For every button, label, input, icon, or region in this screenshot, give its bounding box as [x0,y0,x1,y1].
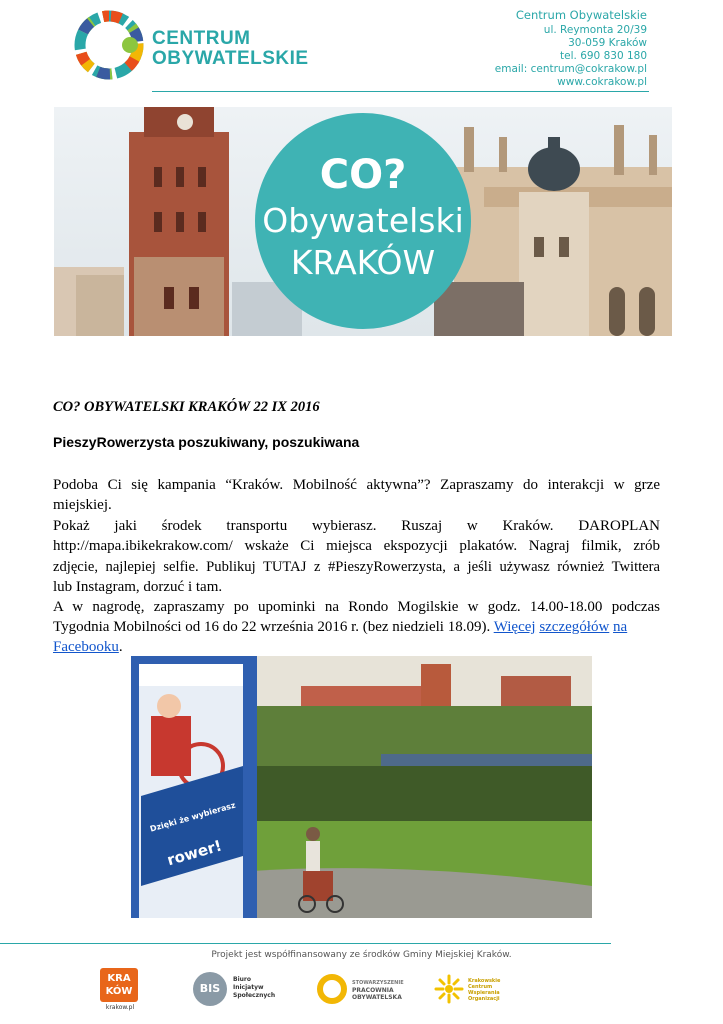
kcwo-line-3: Wspierania [468,990,500,996]
address-phone: tel. 690 830 180 [560,50,647,62]
pracownia-line-2: PRACOWNIA [352,987,394,994]
paragraph-3-line-2 [53,617,660,637]
article-subtitle: PieszyRowerzysta poszukiwany, poszukiwana [53,434,360,450]
address-web: www.cokrakow.pl [557,76,647,88]
poster-text-1: Dzięki że wybierasz [149,800,237,834]
address-email: email: centrum@cokrakow.pl [494,63,647,75]
krakow-logo [100,968,140,1012]
paragraph-3-end: . [118,639,123,655]
pracownia-line-3: OBYWATELSKA [352,994,402,1001]
address-name: Centrum Obywatelskie [515,8,647,22]
header-divider [152,91,649,92]
address-street: ul. Reymonta 20/39 [543,24,647,36]
kcwo-line-1: Krakowskie [468,978,501,984]
paragraph-2-line-4: lub Instagram, dorzuć i tam. [53,579,223,595]
bis-logo-mark: BIS [193,972,227,1006]
banner-title-krakow: KRAKÓW [290,243,436,282]
bis-line-1: Biuro [233,976,251,983]
paragraph-2-line-3: zdjęcie, najlepiej selfie. Publikuj TUTAJ z #PieszyRowerzysta, a jeśli używasz również Twittera [53,559,660,575]
kcwo-line-2: Centrum [468,984,493,990]
paragraph-3-line-1: A w nagrodę, zapraszamy po upominki na Rondo Mogilskie w godz. 14.00-18.00 podczas [53,599,660,615]
paragraph-1-line-1: Podoba Ci się kampania “Kraków. Mobilność aktywna”? Zapraszamy do interakcji w grze [53,477,660,493]
paragraph-3-line-2-text: Tygodnia Mobilności od 16 do 22 września 2016 r. (bez niedzieli 18.09). [53,619,494,635]
paragraph-2-line-1: Pokaż jaki środek transportu wybierasz. Ruszaj w Kraków. DAROPLAN [53,518,660,534]
sun-icon [434,974,464,1004]
article-title: CO? OBYWATELSKI KRAKÓW 22 IX 2016 [53,399,320,415]
centrum-obywatelskie-logo-icon [72,8,146,82]
poster-text-2: rower! [165,836,224,870]
pracownia-ring-icon [317,974,347,1004]
article-photo [131,656,592,918]
pracownia-line-1: STOWARZYSZENIE [352,980,404,986]
pracownia-obywatelska-logo [317,968,407,1012]
more-link[interactable]: Więcej [493,619,536,635]
footer-cofinancing-note: Projekt jest współfinansowany ze środków Gminy Miejskiej Kraków. [211,950,512,960]
kcwo-logo [434,968,514,1012]
bis-line-3: Społecznych [233,992,276,999]
address-city: 30-059 Kraków [568,37,647,49]
kcwo-line-4: Organizacji [468,996,500,1002]
bis-line-2: Inicjatyw [233,984,264,991]
on-link[interactable]: na [613,619,628,635]
facebook-link[interactable]: Facebooku [53,639,119,655]
details-link[interactable]: szczegółów [539,619,610,635]
logo-text-line1: CENTRUM [152,28,251,49]
paragraph-2-line-2: http://mapa.ibikekrakow.com/ wskaże Ci miejsca ekspozycji plakatów. Nagraj filmik, zrób [53,538,660,554]
bis-logo [193,968,283,1012]
banner-title-obywatelski: Obywatelski [262,201,464,240]
krakow-logo-sub: krakow.pl [105,1004,135,1011]
krakow-logo-mark: KRA KÓW [100,968,138,1002]
paragraph-3-line-3 [53,637,660,657]
banner-title-co: CO? [319,152,407,198]
footer-divider [0,943,611,944]
logo-text-line2: OBYWATELSKIE [152,48,309,69]
paragraph-1-line-2: miejskiej. [53,497,112,513]
